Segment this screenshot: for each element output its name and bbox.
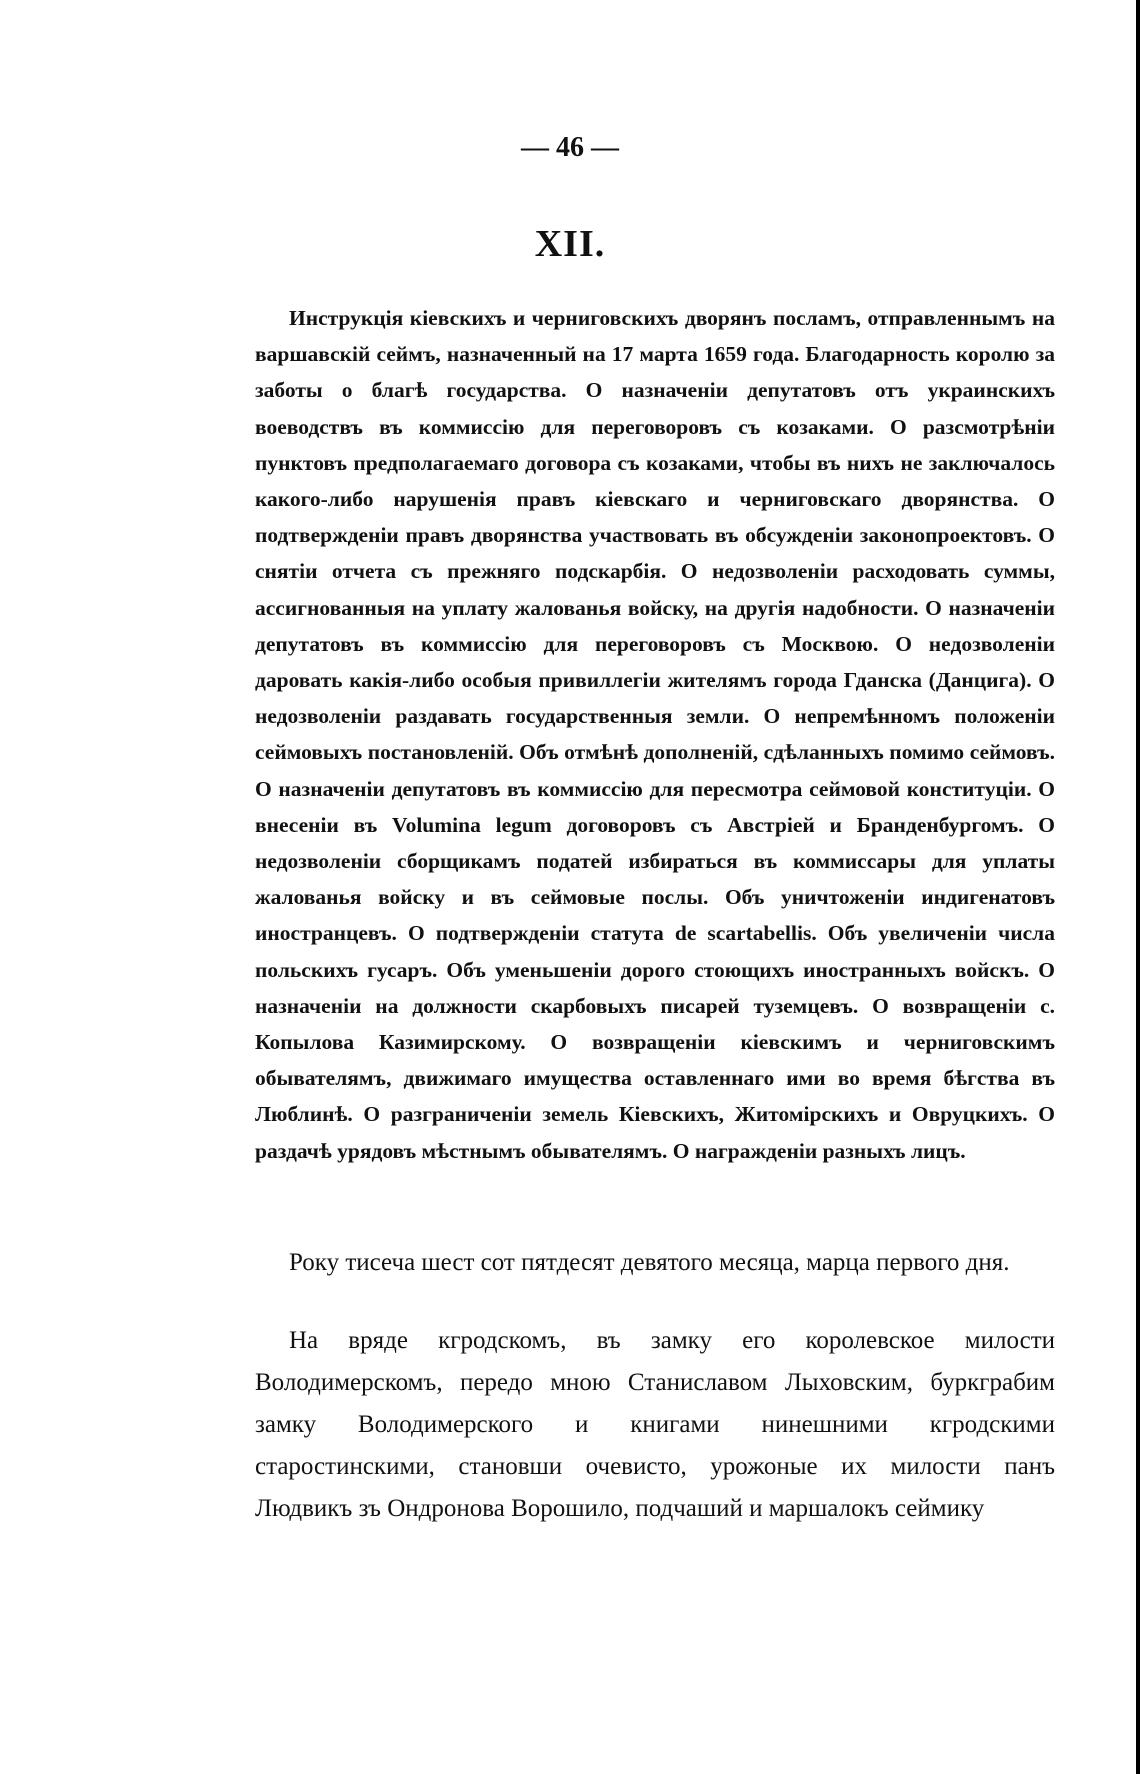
body-paragraph-2: На вряде кгродскомъ, въ замку его королевское милости Володимерскомъ, передо мною Станиславом Лыховским, буркграбим замку Володимерского и книгами нинешними кгродскими старостинскими, становши очевисто, урожоные их милости панъ Людвикъ зъ Ондронова Ворошило, подчаший и маршалокъ сеймику — [255, 1327, 1055, 1522]
page-number: — 46 — — [521, 132, 619, 163]
section-title: XII. — [534, 223, 606, 265]
page-edge-line — [1136, 0, 1140, 1774]
section-summary: Инструкція кіевскихъ и черниговскихъ дворянъ посламъ, отправленнымъ на варшавскій сеймъ, назначенный на 17 марта 1659 года. Благодарность королю за заботы о благѣ государства. О назначеніи депутатовъ отъ украинскихъ воеводствъ въ коммиссію для переговоровъ съ козаками. О разсмотрѣніи пунктовъ предполагаемаго договора съ козаками, чтобы въ нихъ не заключалось какого-либо нарушенія правъ кіевскаго и черниговскаго дворянства. О подтвержденіи правъ дворянства участвовать въ обсужденіи законопроектовъ. О снятіи отчета съ прежняго подскарбія. О недозволеніи расходовать суммы, ассигнованныя на уплату жалованья войску, на другія надобности. О назначеніи депутатовъ въ коммиссію для переговоровъ съ Москвою. О недозволеніи даровать какія-либо особыя привиллегіи жителямъ города Гданска (Данцига). О недозволеніи раздавать государственныя земли. О непремѣнномъ положеніи сеймовыхъ постановленій. Объ отмѣнѣ дополненій, сдѣланныхъ помимо сеймовъ. О назначеніи депутатовъ въ коммиссію для пересмотра сеймовой конституціи. О внесеніи въ Volumina legum договоровъ съ Австріей и Бранденбургомъ. О недозволеніи сборщикамъ податей избираться въ коммиссары для уплаты жалованья войску и въ сеймовые послы. Объ уничтоженіи индигенатовъ иностранцевъ. О подтвержденіи статута de scartabellis. Объ увеличеніи числа польскихъ гусаръ. Объ уменьшеніи дорого стоющихъ иностранныхъ войскъ. О назначеніи на должности скарбовыхъ писарей туземцевъ. О возвращеніи с. Копылова Казимирскому. О возвращеніи кіевскимъ и черниговскимъ обывателямъ, движимаго имущества оставленнаго ими во время бѣгства въ Люблинѣ. О разграниченіи земель Кіевскихъ, Житомірскихъ и Овруцкихъ. О раздачѣ урядовъ мѣстнымъ обывателямъ. О награжденіи разныхъ лицъ. — [255, 306, 1055, 1163]
body-paragraph-1: Року тисеча шест сот пятдесят девятого месяца, марца первого дня. — [289, 1249, 1010, 1276]
